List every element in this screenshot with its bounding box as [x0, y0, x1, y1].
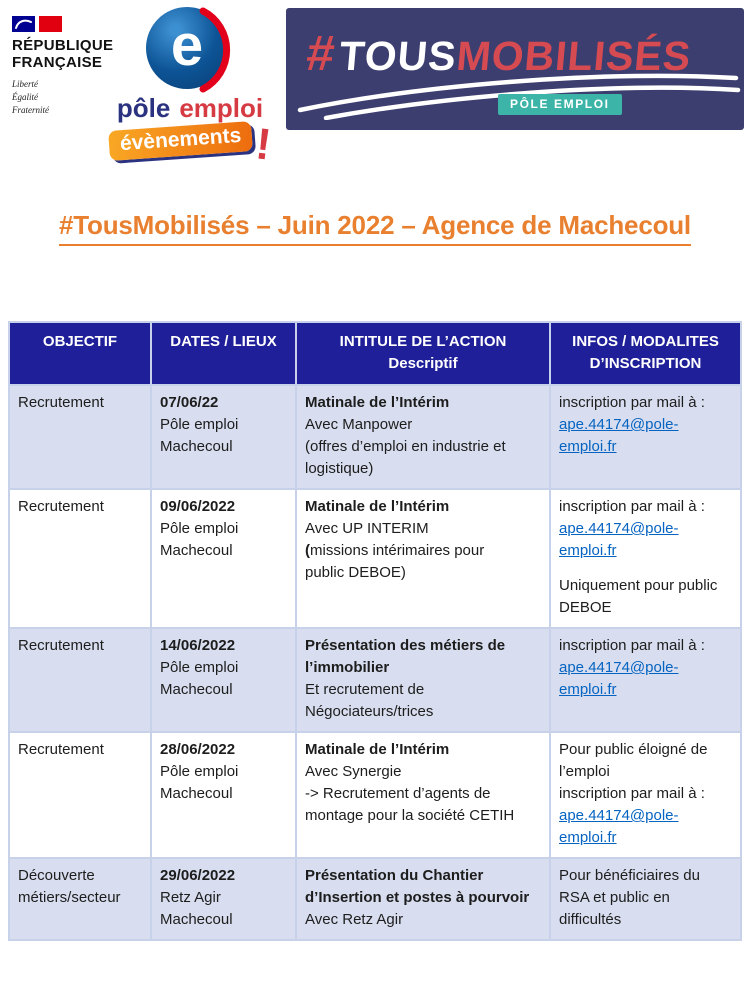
rf-logo-name	[12, 37, 113, 71]
text-segment: Machecoul	[160, 681, 233, 698]
table-cell	[152, 490, 295, 627]
text-segment: (	[305, 542, 310, 559]
text-segment: Pour public éloigné de	[559, 741, 708, 758]
text-segment: difficultés	[559, 911, 622, 928]
flag-blue-block	[12, 16, 35, 32]
email-link[interactable]: ape.44174@pole-emploi.fr	[559, 416, 679, 455]
text-segment: l’immobilier	[305, 659, 390, 676]
text-segment: Machecoul	[160, 542, 233, 559]
tousmobilises-banner	[286, 8, 744, 130]
text-segment: Recrutement	[18, 498, 104, 515]
text-segment: Avec Retz Agir	[305, 911, 404, 928]
pole-emploi-globe-icon	[144, 5, 236, 95]
table-row	[10, 629, 740, 731]
evenements-tag: évènements	[109, 121, 254, 161]
table-row	[10, 490, 740, 627]
exclamation-mark: !	[253, 119, 274, 170]
column-header: INTITULE DE L’ACTION Descriptif	[297, 323, 549, 384]
text-segment: Pôle emploi	[160, 659, 239, 676]
text-segment: Pour bénéficiaires du	[559, 867, 700, 884]
text-segment: 28/06/2022	[160, 741, 236, 758]
text-segment: Avec Manpower	[305, 416, 413, 433]
evenements-row	[106, 119, 274, 170]
text-segment: Présentation du Chantier	[305, 867, 484, 884]
text-segment: missions intérimaires pour	[310, 542, 485, 559]
text-segment: RSA et public en	[559, 889, 670, 906]
french-flag-icon	[12, 16, 113, 32]
pole-emploi-evenements-logo	[106, 5, 274, 170]
text-segment: Machecoul	[160, 785, 233, 802]
table-cell	[152, 859, 295, 939]
flag-red-block	[39, 16, 62, 32]
text-segment: 09/06/2022	[160, 498, 236, 515]
rf-logo-line2: FRANÇAISE	[12, 54, 103, 71]
text-segment: Matinale de l’Intérim	[305, 498, 450, 515]
text-segment: inscription par mail à :	[559, 394, 705, 411]
table-cell	[10, 629, 150, 731]
text-segment: Et recrutement de	[305, 681, 425, 698]
brand-pole: pôle	[116, 93, 171, 123]
email-link[interactable]: ape.44174@pole-emploi.fr	[559, 807, 679, 846]
brand-emploi: emploi	[179, 93, 264, 123]
banner-hash: #	[303, 25, 338, 81]
table-cell	[152, 733, 295, 857]
column-header: DATES / LIEUX	[152, 323, 295, 384]
text-segment: Machecoul	[160, 911, 233, 928]
rf-logo-line1: RÉPUBLIQUE	[12, 37, 114, 54]
banner-mobilises: MOBILISÉS	[454, 33, 694, 79]
globe-e-letter: e	[170, 13, 204, 78]
text-segment: montage pour la société CETIH	[305, 807, 515, 824]
table-row	[10, 859, 740, 939]
page-title	[0, 210, 750, 241]
table-cell	[551, 490, 740, 627]
pole-emploi-wordmark	[106, 95, 274, 122]
text-segment: Présentation des métiers de	[305, 637, 506, 654]
text-segment: Uniquement pour public	[559, 577, 718, 594]
table-cell	[10, 386, 150, 488]
marianne-swirl-icon	[12, 16, 35, 32]
text-segment: Recrutement	[18, 394, 104, 411]
table-row	[10, 386, 740, 488]
text-segment: logistique)	[305, 460, 374, 477]
text-segment: 29/06/2022	[160, 867, 236, 884]
table-cell	[297, 386, 549, 488]
text-segment: Matinale de l’Intérim	[305, 394, 450, 411]
banner-tous: TOUS	[337, 33, 459, 79]
table-cell	[10, 490, 150, 627]
text-segment: DEBOE	[559, 599, 612, 616]
text-segment: Pôle emploi	[160, 520, 239, 537]
rf-logo-motto	[12, 78, 113, 117]
motto-fraternite: Fraternité	[12, 105, 49, 115]
table-cell	[10, 733, 150, 857]
text-segment: Recrutement	[18, 741, 104, 758]
text-segment: inscription par mail à :	[559, 637, 705, 654]
table-cell	[551, 859, 740, 939]
text-segment: 07/06/22	[160, 394, 219, 411]
table-cell	[10, 859, 150, 939]
table-cell	[152, 386, 295, 488]
column-header: INFOS / MODALITES D’INSCRIPTION	[551, 323, 740, 384]
events-table	[8, 321, 742, 941]
table-cell	[297, 733, 549, 857]
text-segment: Découverte	[18, 867, 95, 884]
text-segment: inscription par mail à :	[559, 498, 705, 515]
table-header-row	[10, 323, 740, 384]
table-cell	[152, 629, 295, 731]
table-cell	[551, 629, 740, 731]
text-segment: Recrutement	[18, 637, 104, 654]
email-link[interactable]: ape.44174@pole-emploi.fr	[559, 520, 679, 559]
motto-egalite: Égalité	[12, 92, 38, 102]
text-segment: l’emploi	[559, 763, 610, 780]
text-segment: Retz Agir	[160, 889, 221, 906]
table-cell	[551, 386, 740, 488]
text-segment: d’Insertion et postes à pourvoir	[305, 889, 530, 906]
text-segment: public DEBOE)	[305, 564, 406, 581]
republique-francaise-logo	[12, 16, 113, 117]
text-segment: métiers/secteur	[18, 889, 121, 906]
text-segment: 14/06/2022	[160, 637, 236, 654]
table-cell	[551, 733, 740, 857]
pole-emploi-badge: PÔLE EMPLOI	[498, 94, 622, 115]
table-cell	[297, 629, 549, 731]
text-segment: Machecoul	[160, 438, 233, 455]
motto-liberte: Liberté	[12, 79, 38, 89]
text-segment: (offres d’emploi en industrie et	[305, 438, 506, 455]
table-cell	[297, 859, 549, 939]
text-segment: Pôle emploi	[160, 416, 239, 433]
table-row	[10, 733, 740, 857]
text-segment: Pôle emploi	[160, 763, 239, 780]
email-link[interactable]: ape.44174@pole-emploi.fr	[559, 659, 679, 698]
text-segment: Matinale de l’Intérim	[305, 741, 450, 758]
column-header: OBJECTIF	[10, 323, 150, 384]
text-segment: Avec UP INTERIM	[305, 520, 429, 537]
globe-red-crescent-icon	[144, 5, 236, 97]
page-title-text: #TousMobilisés – Juin 2022 – Agence de Machecoul	[59, 210, 691, 246]
table-cell	[297, 490, 549, 627]
text-segment: Avec Synergie	[305, 763, 402, 780]
text-segment: -> Recrutement d’agents de	[305, 785, 491, 802]
text-segment: Négociateurs/trices	[305, 703, 434, 720]
text-segment: inscription par mail à :	[559, 785, 705, 802]
